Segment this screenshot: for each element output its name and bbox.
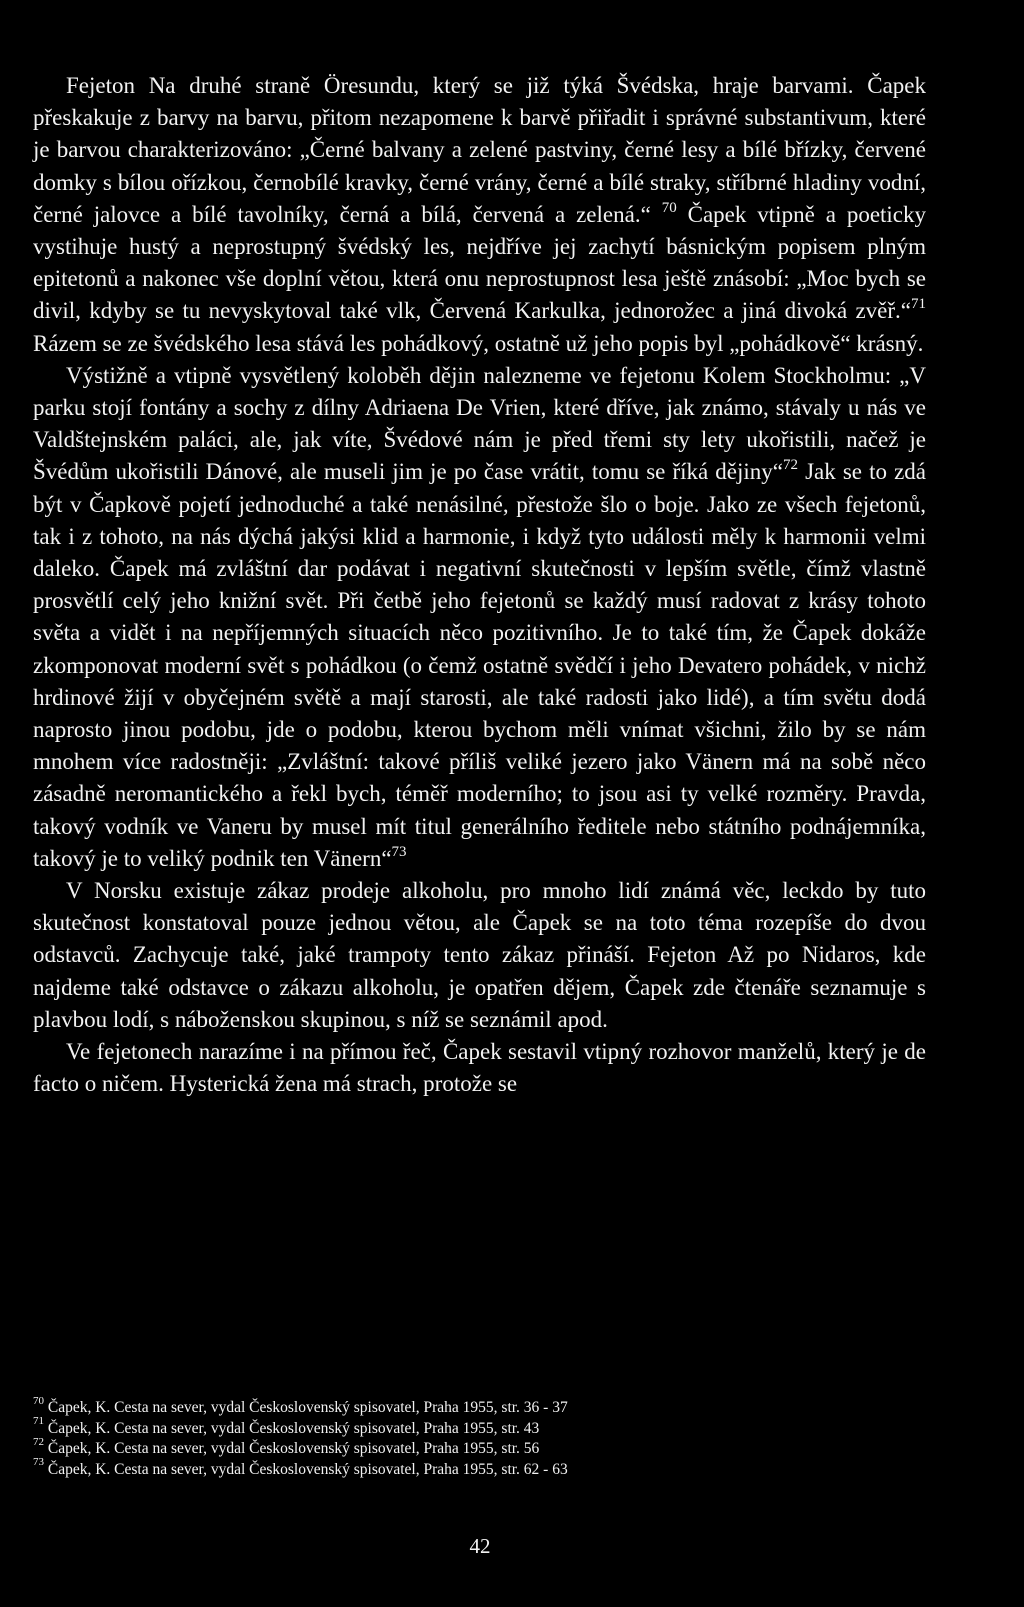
page-number: 42	[469, 1534, 491, 1558]
paragraph-text: Čapek vtipně a poeticky vystihuje hustý a neprostupný švédský les, nejdříve jej zachytí básnickým popisem plným epitetonů a nakonec vše doplní větou, která onu neprostupnost lesa ještě znásobí: „Moc bych se divil, kdyby se tu nevyskytoval také vlk, Červená Karkulka, jednorožec a jiná divoká zvěř.“	[33, 201, 927, 324]
footnote-text: Čapek, K. Cesta na sever, vydal Československý spisovatel, Praha 1955, str. 43	[47, 1419, 540, 1437]
paragraph-text: Ve fejetonech narazíme i na přímou řeč, Čapek sestavil vtipný rozhovor manželů, který je de facto o ničem. Hysterická žena má strach, protože se	[33, 1039, 926, 1097]
paragraph-text: Výstižně a vtipně vysvětlený koloběh dějin nalezneme ve fejetonu Kolem Stockholmu: „V parku stojí fontány a sochy z dílny Adriaena De Vrien, které dříve, jak známo, stávaly u nás ve Valdštejnském paláci, ale, jak víte, Švédové nám je před třemi sty lety ukořistili, načež je Švédům ukořistili Dánové, ale museli jim je po čase vrátit, tomu se říká dějiny“	[33, 362, 926, 485]
footnote	[33, 1456, 926, 1481]
footnote-number: 73	[33, 1456, 44, 1469]
footnotes	[33, 1394, 926, 1480]
body-text	[33, 70, 926, 1101]
footnote	[33, 1394, 926, 1419]
footnote-reference: 73	[391, 843, 407, 860]
footnote-text: Čapek, K. Cesta na sever, vydal Československý spisovatel, Praha 1955, str. 56	[47, 1440, 540, 1457]
paragraph	[33, 1036, 926, 1100]
paragraph	[33, 875, 926, 1036]
footnote-text: Čapek, K. Cesta na sever, vydal Československý spisovatel, Praha 1955, str. 36 - 37	[47, 1399, 568, 1416]
footnote-number: 71	[33, 1415, 44, 1428]
footnote-reference: 70	[661, 199, 677, 216]
footnote	[33, 1435, 926, 1460]
footnote-reference: 71	[911, 296, 926, 313]
footnote-number: 70	[33, 1394, 44, 1407]
footnote-text: Čapek, K. Cesta na sever, vydal Československý spisovatel, Praha 1955, str. 62 - 63	[47, 1460, 568, 1478]
paragraph-text: V Norsku existuje zákaz prodeje alkoholu, pro mnoho lidí známá věc, leckdo by tuto skutečnost konstatoval pouze jednou větou, ale Čapek se na toto téma rozepíše do dvou odstavců. Zachycuje také, jaké trampoty tento zákaz přináší. Fejeton Až po Nidaros, kde najdeme také odstavce o zákazu alkoholu, je opatřen dějem, Čapek zde čtenáře seznamuje s plavbou lodí, s náboženskou skupinou, s níž se seznámil apod.	[33, 878, 926, 1032]
paragraph-text: Rázem se ze švédského lesa stává les pohádkový, ostatně už jeho popis byl „pohádkově“ krásný.	[33, 330, 924, 356]
paragraph-text: Fejeton Na druhé straně Öresundu, který se již týká Švédska, hraje barvami. Čapek přeskakuje z barvy na barvu, přitom nezapomene k barvě přiřadit i správné substantivum, které je barvou charakterizováno: „Černé balvany a zelené pastviny, černé lesy a bílé břízky, červené domky s bílou ořízkou, černobílé kravky, černé vrány, černé a bílé straky, stříbrné hladiny vodní, černé jalovce a bílé tavolníky, černá a bílá, červená a zelená.“	[33, 73, 926, 227]
paragraph-text: Jak se to zdá být v Čapkově pojetí jednoduché a také nenásilné, přestože šlo o boje. Jako ze všech fejetonů, tak i z tohoto, na nás dýchá jakýsi klid a harmonie, i když tyto události měly k harmonii velmi daleko. Čapek má zvláštní dar podávat i negativní skutečnosti v lepším světle, čímž vlastně prosvětlí celý jeho knižní svět. Při četbě jeho fejetonů se každý musí radovat z krásy tohoto světa a vidět i na nepříjemných situacích něco pozitivního. Je to také tím, že Čapek dokáže zkomponovat moderní svět s pohádkou (o čemž ostatně svědčí i jeho Devatero pohádek, v nichž hrdinové žijí v obyčejném světě a mají starosti, ale také radosti jako lidé), a tím světu dodá naprosto jinou podobu, jde o podobu, kterou bychom měli vnímat všichni, žilo by se nám mnohem více radostněji: „Zvláštní: takové příliš veliké jezero jako Vänern má na sobě něco zásadně neromantického a řekl bych, téměř moderního; to jsou asi ty velké rozměry. Pravda, takový vodník ve Vaneru by musel mít titul generálního ředitele nebo státního podnájemníka, takový je to veliký podnik ten Vänern“	[33, 459, 926, 871]
paragraph	[33, 70, 926, 360]
footnote-reference: 72	[783, 457, 799, 474]
paragraph	[33, 360, 926, 875]
footnote-number: 72	[33, 1435, 44, 1448]
footnote	[33, 1415, 926, 1440]
